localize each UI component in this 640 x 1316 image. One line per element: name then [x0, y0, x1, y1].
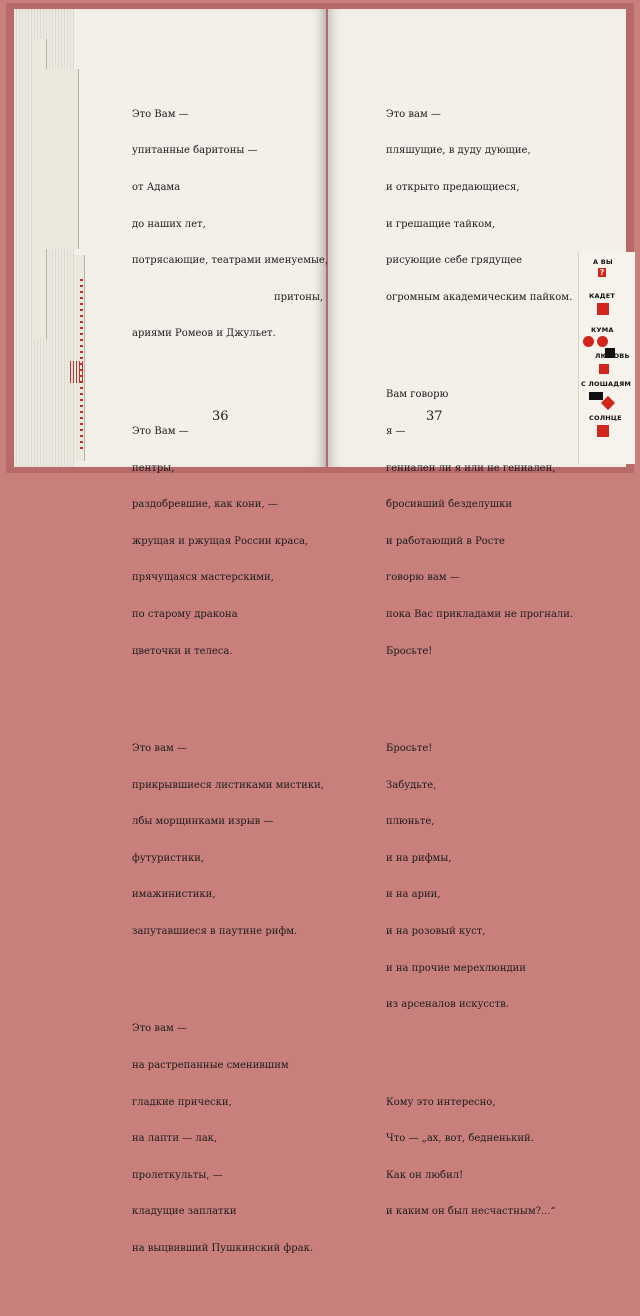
- poem-line: прикрывшиеся листиками мистики,: [132, 779, 324, 791]
- poem-line: притоны,: [274, 291, 324, 303]
- stanza: [132, 401, 328, 682]
- poem-text-left: [132, 60, 328, 1316]
- red-square-icon: [597, 303, 609, 315]
- poem-line: пролеткульты, —: [132, 1169, 223, 1181]
- poem-line: гениален ли я или не гениален,: [386, 462, 556, 474]
- poem-line: до наших лет,: [132, 218, 206, 230]
- stanza: [386, 1072, 573, 1243]
- stanza: [132, 719, 328, 963]
- poem-line: бросивший безделушки: [386, 499, 513, 511]
- poem-line: ариями Ромеов и Джульет.: [132, 328, 276, 340]
- poem-line: и на рифмы,: [386, 852, 452, 864]
- poem-line: Это вам —: [386, 108, 441, 120]
- page-edge-strip: [38, 69, 79, 249]
- poem-line: цветочки и телеса.: [132, 645, 233, 657]
- poem-line: запутавшиеся в паутине рифм.: [132, 926, 298, 938]
- poem-line: Что — „ах, вот, бедненький.: [386, 1133, 534, 1145]
- tab-kadet[interactable]: КАДЕТ: [589, 292, 616, 300]
- poem-line: и на розовый куст,: [386, 926, 486, 938]
- red-edge-marks: [80, 279, 83, 449]
- red-square-icon: [597, 425, 609, 437]
- page-number: 36: [212, 409, 229, 424]
- poem-line: Бросьте!: [386, 742, 433, 754]
- poem-line: лбы морщинками изрыв —: [132, 816, 274, 828]
- stanza: [132, 84, 328, 365]
- poem-line: из арсеналов искусств.: [386, 999, 509, 1011]
- poem-line: на растрепанные сменившим: [132, 1060, 289, 1072]
- poem-line: кладущие заплатки: [132, 1206, 237, 1218]
- poem-line: Это вам —: [132, 1023, 187, 1035]
- poem-line: пляшущие, в дуду дующие,: [386, 145, 531, 157]
- poem-line: и каким он был несчастным?...“: [386, 1206, 556, 1218]
- book-spread: [6, 3, 634, 1255]
- poem-line: упитанные баритоны —: [132, 145, 258, 157]
- poem-line: Вам говорю: [386, 389, 449, 401]
- poem-line: говорю вам —: [386, 572, 460, 584]
- stanza: [132, 999, 328, 1280]
- red-diamond-icon: [601, 396, 615, 410]
- poem-line: жрущая и ржущая России краса,: [132, 535, 309, 547]
- circle-icon: [583, 336, 594, 347]
- poem-line: на выцвивший Пушкинский фрак.: [132, 1243, 314, 1255]
- poem-line: рисующие себе грядущее: [386, 255, 523, 267]
- poem-line: пока Вас прикладами не прогнали.: [386, 608, 574, 620]
- thumb-index-tabs: [578, 252, 635, 464]
- poem-line: раздобревшие, как кони, —: [132, 499, 278, 511]
- poem-line: и грешащие тайком,: [386, 218, 496, 230]
- poem-line: Как он любил!: [386, 1169, 464, 1181]
- question-mark-icon: ?: [599, 268, 605, 277]
- red-square-icon: [599, 364, 609, 374]
- stanza: [386, 84, 573, 328]
- circle-icon: [597, 336, 608, 347]
- poem-line: Забудьте,: [386, 779, 437, 791]
- stanza: [386, 365, 573, 682]
- poem-line: пентры,: [132, 462, 175, 474]
- stanza: [386, 719, 573, 1036]
- poem-line: Кому это интересно,: [386, 1096, 496, 1108]
- poem-line: и на арии,: [386, 889, 441, 901]
- poem-line: Это вам —: [132, 742, 187, 754]
- tab-a-vy[interactable]: А ВЫ: [593, 258, 613, 266]
- poem-line: гладкие прически,: [132, 1096, 232, 1108]
- poem-line: Это Вам —: [132, 108, 189, 120]
- poem-line: от Адама: [132, 182, 181, 194]
- poem-line: и открыто предающиеся,: [386, 182, 520, 194]
- poem-line: потрясающие, театрами именуемые,: [132, 255, 329, 267]
- poem-line: по старому дракона: [132, 608, 238, 620]
- poem-line: Это Вам —: [132, 425, 189, 437]
- poem-line: Бросьте!: [386, 645, 433, 657]
- poem-line: плюньте,: [386, 816, 435, 828]
- tab-s-loshadyam[interactable]: С ЛОШАДЯМ: [581, 380, 632, 388]
- page-number: 37: [426, 409, 443, 424]
- poem-line: и работающий в Росте: [386, 535, 505, 547]
- poem-line: огромным академическим пайком.: [386, 291, 573, 303]
- tab-solntse[interactable]: СОЛНЦЕ: [589, 414, 622, 422]
- tab-lyubov[interactable]: ЛЮБОВЬ: [595, 352, 630, 360]
- poem-line: на лапти — лак,: [132, 1133, 218, 1145]
- tab-kuma[interactable]: КУМА: [591, 326, 614, 334]
- poem-line: я —: [386, 425, 406, 437]
- black-bar-icon: [589, 392, 603, 400]
- left-page: [14, 9, 329, 1255]
- poem-line: имажинистики,: [132, 889, 216, 901]
- poem-text-right: [386, 60, 573, 1280]
- poem-line: прячущаяся мастерскими,: [132, 572, 274, 584]
- poem-line: и на прочие мерехлюндии: [386, 962, 526, 974]
- poem-line: футуристики,: [132, 852, 205, 864]
